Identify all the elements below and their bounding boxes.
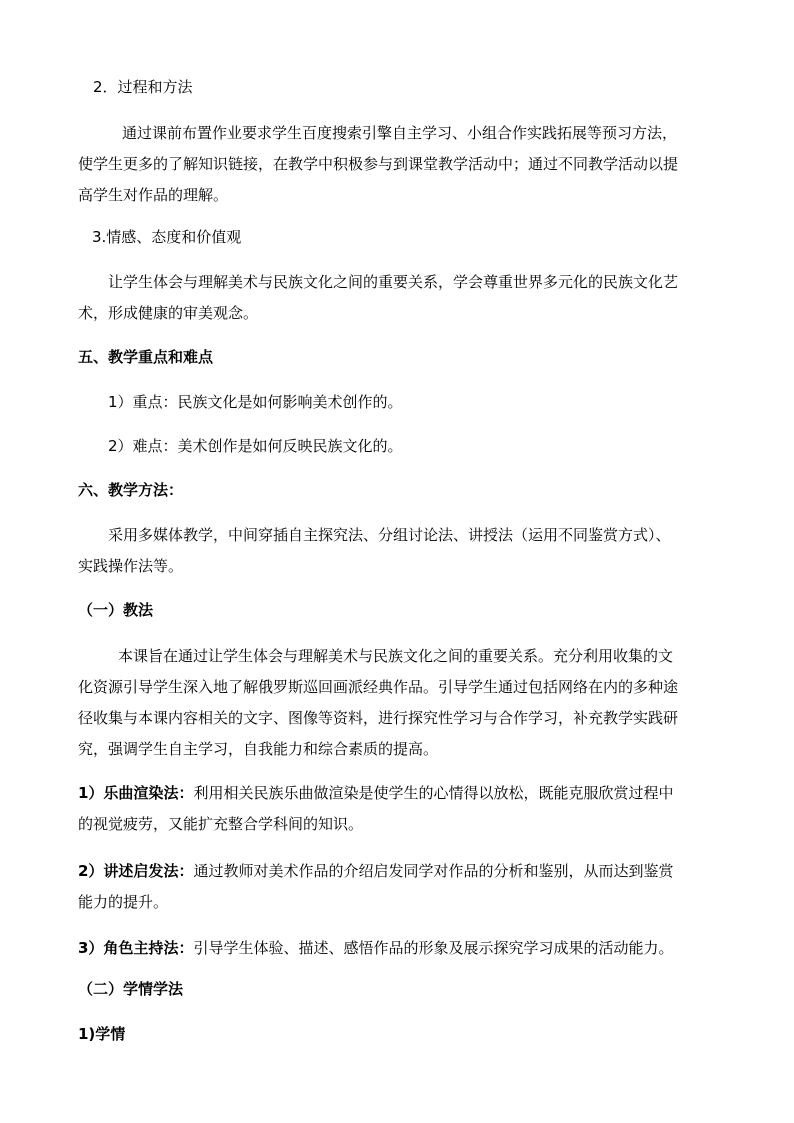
paragraph-line: 采用多媒体教学，中间穿插自主探究法、分组讨论法、讲授法（运用不同鉴赏方式）、 [108, 526, 671, 544]
paragraph-emotion-values [78, 267, 718, 329]
paragraph-line: 实践操作法等。 [78, 557, 184, 575]
method-term: 3）角色主持法： [78, 939, 194, 957]
paragraph-line: 让学生体会与理解美术与民族文化之间的重要关系，学会尊重世界多元化的民族文化艺 [108, 273, 679, 291]
paragraph-teaching-methods [78, 520, 718, 582]
paragraph-line: 径收集与本课内容相关的文字、图像等资料，进行探究性学习与合作学习，补充教学实践研 [78, 709, 679, 727]
paragraph-line: 能力的提升。 [78, 893, 169, 911]
paragraph-line: 化资源引导学生深入地了解俄罗斯巡回画派经典作品。引导学生通过包括网络在内的多种途 [78, 678, 679, 696]
paragraph-line: 究，强调学生自主学习，自我能力和综合素质的提高。 [78, 740, 439, 758]
paragraph-line: 使学生更多的了解知识链接，在教学中积极参与到课堂教学活动中；通过不同教学活动以提 [78, 155, 679, 173]
method-description: 利用相关民族乐曲做渲染是使学生的心情得以放松，既能克服欣赏过程中 [193, 784, 674, 802]
paragraph-line: 通过课前布置作业要求学生百度搜索引擎自主学习、小组合作实践拓展等预习方法， [122, 124, 678, 142]
method-description: 通过教师对美术作品的介绍启发同学对作品的分析和鉴别，从而达到鉴赏 [193, 862, 674, 880]
paragraph-line [78, 856, 718, 887]
paragraph-line: 本课旨在通过让学生体会与理解美术与民族文化之间的重要关系。充分利用收集的文 [118, 647, 674, 665]
section-heading-emotion-values: 3.情感、态度和价值观 [92, 228, 242, 246]
subsection-heading-learning-situation: （二）学情学法 [78, 980, 184, 998]
sub-heading-learning-situation: 1)学情 [78, 1025, 126, 1043]
method-description: 引导学生体验、描述、感悟作品的形象及展示探究学习成果的活动能力。 [193, 939, 674, 957]
method-term: 2）讲述启发法： [78, 862, 194, 880]
paragraph-process-method [78, 118, 718, 211]
section-heading-key-difficult-points: 五、教学重点和难点 [78, 348, 214, 366]
method-term: 1）乐曲渲染法： [78, 784, 194, 802]
method-item-music-rendering [78, 778, 718, 840]
paragraph-teaching-approach [78, 641, 718, 765]
section-heading-process-method: 2．过程和方法 [93, 78, 193, 96]
paragraph-line: 高学生对作品的理解。 [78, 186, 229, 204]
section-heading-teaching-methods: 六、教学方法： [78, 481, 184, 499]
method-item-narration-inspiration [78, 856, 718, 918]
difficult-point-item: 2）难点：美术创作是如何反映民族文化的。 [108, 437, 403, 455]
key-point-item: 1）重点：民族文化是如何影响美术创作的。 [108, 393, 403, 411]
paragraph-line [78, 933, 718, 964]
subsection-heading-teaching-approach: （一）教法 [78, 601, 154, 619]
method-item-role-hosting [78, 933, 718, 964]
paragraph-line: 术，形成健康的审美观念。 [78, 304, 259, 322]
paragraph-line: 的视觉疲劳，又能扩充整合学科间的知识。 [78, 815, 364, 833]
paragraph-line [78, 778, 718, 809]
